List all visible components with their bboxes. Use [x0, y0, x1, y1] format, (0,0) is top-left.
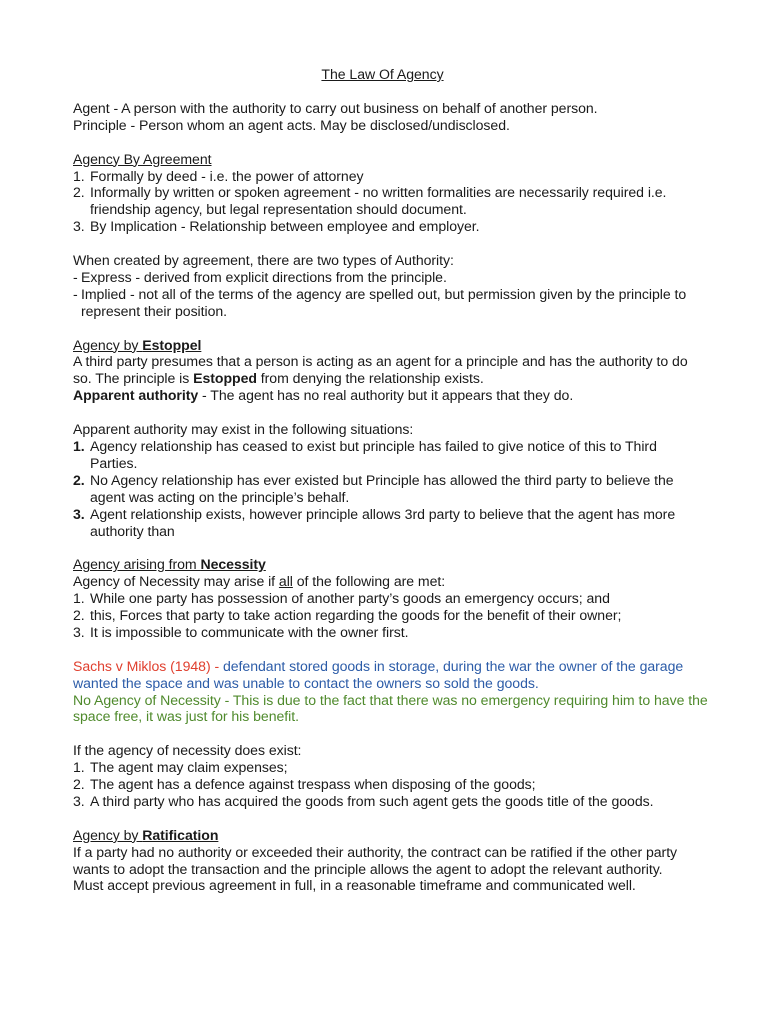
agreement-heading: Agency By Agreement [73, 150, 212, 167]
estoppel-heading: Agency by Estoppel [73, 336, 202, 353]
list-item: 1. While one party has possession of another party’s goods an emergency occurs; and [73, 590, 610, 607]
case-facts: Sachs v Miklos (1948) - defendant stored goods in storage, during the war the owner of the garage wanted the space and was unable to contact the owners so sold the goods. [73, 657, 684, 691]
agreement-section [73, 151, 708, 236]
estoppel-text: A third party presumes that a person is acting as an agent for a principle and has the authority to do so. The principle is Estopped from denying the relationship exists. [73, 353, 688, 387]
list-item: - Implied - not all of the terms of the agency are spelled out, but permission given by the principle to represent their position. [73, 285, 687, 319]
situations-intro: Apparent authority may exist in the following situations: [73, 421, 414, 438]
principle-definition: Principle - Person whom an agent acts. May be disclosed/undisclosed. [73, 116, 510, 133]
list-item: 3. A third party who has acquired the goods from such agent gets the goods title of the goods. [73, 792, 654, 809]
list-item: 3. Agent relationship exists, however principle allows 3rd party to believe that the agent has more authority than [73, 505, 676, 539]
consequences-section [73, 742, 708, 810]
list-item: 2. The agent has a defence against trespass when disposing of the goods; [73, 776, 536, 793]
list-item: 3. By Implication - Relationship between employee and employer. [73, 218, 480, 235]
case-section [73, 658, 708, 726]
consequences-intro: If the agency of necessity does exist: [73, 742, 302, 759]
case-name: Sachs v Miklos (1948) - [73, 657, 223, 674]
apparent-authority-text: Apparent authority - The agent has no real authority but it appears that they do. [73, 387, 574, 404]
list-item: 2. Informally by written or spoken agreement - no written formalities are necessarily required i.e. friendship agency, but legal representation should document. [73, 184, 667, 218]
list-item: 1. The agent may claim expenses; [73, 759, 288, 776]
necessity-list [73, 590, 708, 641]
ratification-text: If a party had no authority or exceeded their authority, the contract can be ratified if the other party wants to adopt the transaction and the principle allows the agent to adopt the relevant authority. [73, 843, 678, 877]
authority-section [73, 252, 708, 320]
list-item: - Express - derived from explicit directions from the principle. [73, 268, 447, 285]
necessity-intro: Agency of Necessity may arise if all of the following are met: [73, 573, 446, 590]
agreement-list [73, 168, 708, 236]
list-item: 3. It is impossible to communicate with the owner first. [73, 623, 409, 640]
list-item: 2. No Agency relationship has ever existed but Principle has allowed the third party to believe the agent was acting on the principle’s behalf. [73, 471, 674, 505]
situations-list [73, 438, 708, 539]
case-holding: No Agency of Necessity - This is due to the fact that there was no emergency requiring him to have the space free, it was just for his benefit. [73, 691, 708, 725]
list-item: 1. Formally by deed - i.e. the power of attorney [73, 167, 364, 184]
situations-section [73, 421, 708, 539]
consequences-list [73, 759, 708, 810]
authority-list [73, 269, 708, 320]
agent-definition: Agent - A person with the authority to carry out business on behalf of another person. [73, 99, 598, 116]
ratification-text-2: Must accept previous agreement in full, in a reasonable timeframe and communicated well. [73, 877, 636, 894]
ratification-section [73, 827, 708, 895]
authority-intro: When created by agreement, there are two types of Authority: [73, 252, 454, 269]
ratification-heading: Agency by Ratification [73, 826, 219, 843]
page-title: The Law Of Agency [321, 66, 444, 82]
necessity-heading: Agency arising from Necessity [73, 556, 266, 573]
list-item: 1. Agency relationship has ceased to exist but principle has failed to give notice of this to Third Parties. [73, 437, 657, 471]
estoppel-section [73, 337, 708, 405]
necessity-section [73, 556, 708, 641]
list-item: 2. this, Forces that party to take action regarding the goods for the benefit of their owner; [73, 607, 622, 624]
